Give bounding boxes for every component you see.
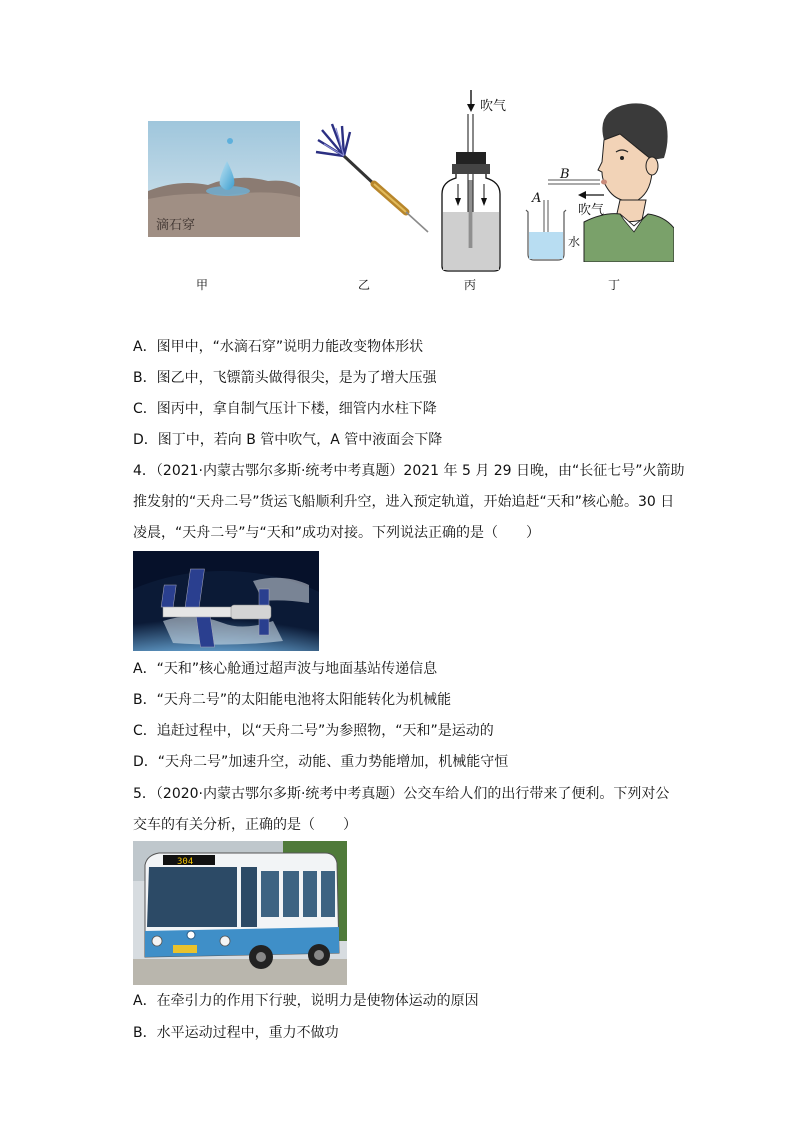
q5-stem-line-2: 交车的有关分析，正确的是（ ）: [133, 817, 357, 833]
blow-label-ding: 吹气: [578, 203, 605, 218]
water-drop-stone-image: [148, 121, 300, 237]
dart-image: [314, 122, 434, 234]
q4-option-b: B．“天舟二号”的太阳能电池将太阳能转化为机械能: [133, 692, 452, 708]
space-station-image: [133, 551, 319, 651]
stone-text: 滴石穿: [156, 218, 196, 233]
figure-yi-label: 乙: [358, 278, 371, 292]
q4-option-a: A．“天和”核心舱通过超声波与地面基站传递信息: [133, 661, 438, 677]
q4-stem-line-2: 推发射的“天舟二号”货运飞船顺利升空，进入预定轨道，开始追赶“天和”核心舱。30 日: [133, 494, 675, 510]
label-b: B: [560, 167, 570, 182]
figure-bing-label: 丙: [464, 278, 477, 292]
q4-option-d: D．“天舟二号”加速升空，动能、重力势能增加，机械能守恒: [133, 754, 509, 770]
bus-number-display: 304: [177, 857, 194, 867]
q3-option-a: A．图甲中，“水滴石穿”说明力能改变物体形状: [133, 339, 424, 355]
q5-option-a: A．在牵引力的作用下行驶，说明力是使物体运动的原因: [133, 993, 479, 1009]
q3-option-c: C．图丙中，拿自制气压计下楼，细管内水柱下降: [133, 401, 437, 417]
q4-stem-line-1: 4．（2021·内蒙古鄂尔多斯·统考中考真题）2021 年 5 月 29 日晚，由“长征七号”火箭助: [133, 463, 685, 479]
q5-stem-line-1: 5．（2020·内蒙古鄂尔多斯·统考中考真题）公交车给人们的出行带来了便利。下列对公: [133, 786, 670, 802]
q3-option-b: B．图乙中，飞镖箭头做得很尖，是为了增大压强: [133, 370, 437, 386]
figure-ding-label: 丁: [608, 278, 621, 292]
water-label: 水: [568, 235, 581, 249]
figure-jia-label: 甲: [196, 278, 209, 292]
blow-label-top: 吹气: [480, 99, 507, 114]
q5-option-b: B．水平运动过程中，重力不做功: [133, 1025, 339, 1041]
bus-image: [133, 841, 347, 985]
boy-blowing-figure: [524, 100, 674, 262]
q4-option-c: C．追赶过程中，以“天舟二号”为参照物，“天和”是运动的: [133, 723, 494, 739]
label-a: A: [532, 191, 542, 206]
q4-stem-line-3: 凌晨，“天舟二号”与“天和”成功对接。下列说法正确的是（ ）: [133, 525, 541, 541]
q3-option-d: D．图丁中，若向 B 管中吹气，A 管中液面会下降: [133, 432, 443, 448]
